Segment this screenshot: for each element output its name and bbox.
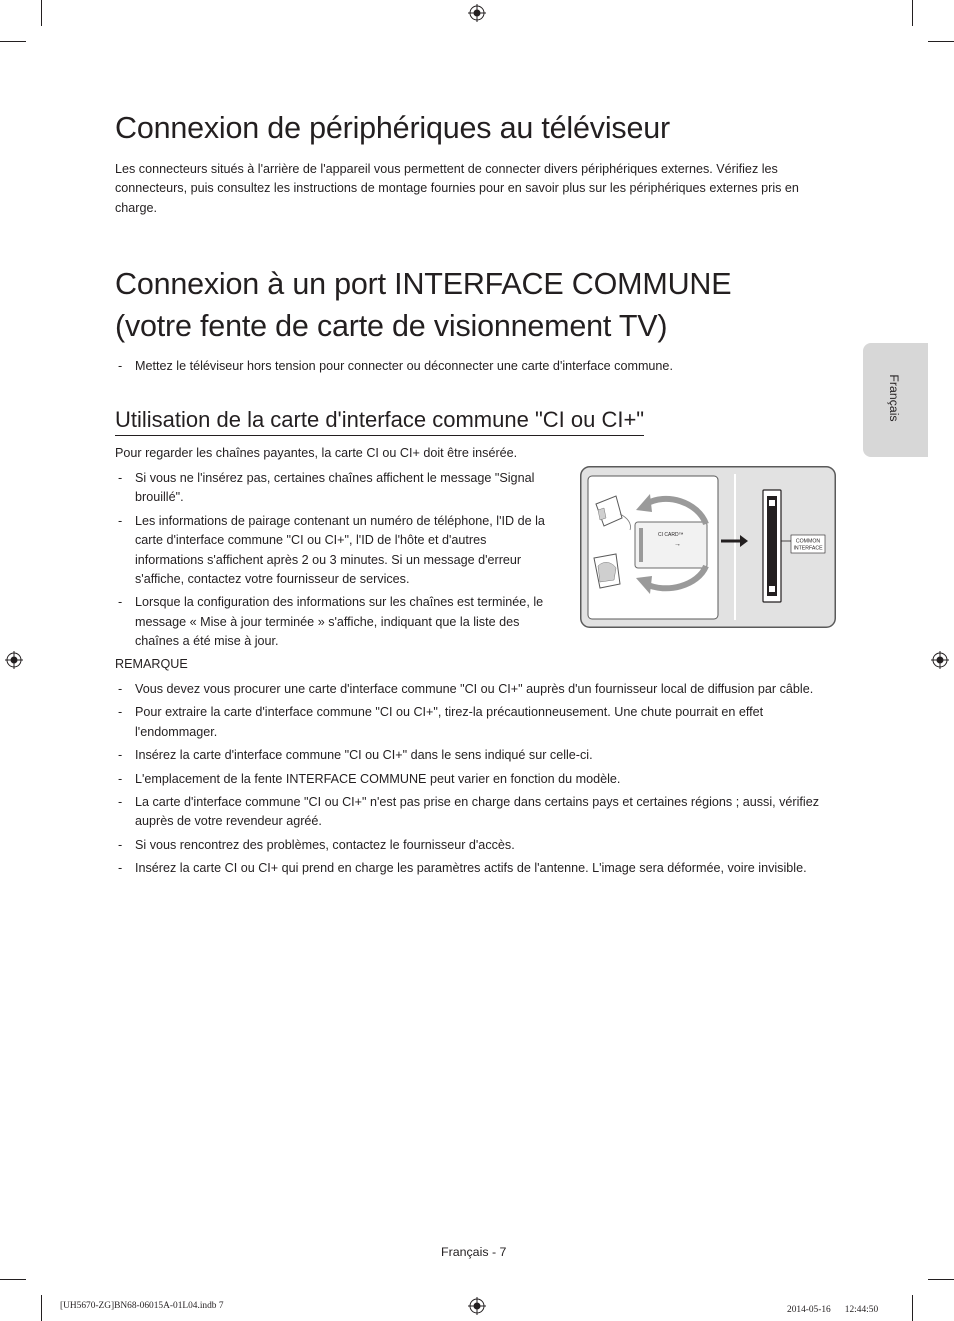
ci-card-figure [580,466,836,628]
port-label-line2: INTERFACE [793,545,823,552]
list-item: - Si vous ne l'insérez pas, certaines chaînes affichent le message "Signal brouillé". [115,469,557,508]
footer-timestamp: 2014-05-16 12:44:50 [787,1305,879,1315]
crop-mark [0,41,26,42]
section-title [115,263,835,347]
subsection-title-text: Utilisation de la carte d'interface commune "CI ou CI+" [115,406,644,436]
registration-mark-icon [468,1297,486,1315]
registration-mark-icon [468,4,486,22]
list-item: - La carte d'interface commune "CI ou CI+" n'est pas prise en charge dans certains pays et certaines régions ; aussi, vérifiez auprès de votre revendeur agréé. [115,793,840,832]
list-item: - Vous devez vous procurer une carte d'interface commune "CI ou CI+" auprès d'un fournisseur local de diffusion par câble. [115,680,840,699]
crop-mark [928,1279,954,1280]
intro-paragraph: Les connecteurs situés à l'arrière de l'appareil vous permettent de connecter divers périphériques externes. Vérifiez les connecteurs, puis consultez les instructions de montage fournies pour en savoir plus sur les périphériques externes pris en charge. [115,162,799,215]
list-item: - Pour extraire la carte d'interface commune "CI ou CI+", tirez-la précautionneusement. Une chute pourrait en effet l'endommager. [115,703,840,742]
power-note-list [115,357,835,380]
remark-heading: REMARQUE [115,657,188,671]
card-label: CI CARD™ [658,532,684,538]
ci-card-icon [635,522,707,568]
svg-text:→: → [674,541,681,548]
ci-intro: Pour regarder les chaînes payantes, la carte CI ou CI+ doit être insérée. [115,446,518,460]
list-item: - Insérez la carte d'interface commune "CI ou CI+" dans le sens indiqué sur celle-ci. [115,746,840,765]
ci-card-illustration [580,466,836,628]
remark-bullet-list [115,680,840,883]
list-item: - Si vous rencontrez des problèmes, contactez le fournisseur d'accès. [115,836,840,855]
section-title-line1: Connexion à un port INTERFACE COMMUNE [115,267,732,301]
crop-mark [928,41,954,42]
section-title-line2: (votre fente de carte de visionnement TV) [115,309,668,343]
footer-file-info: [UH5670-ZG]BN68-06015A-01L04.indb 7 [60,1301,224,1311]
registration-mark-icon [5,651,23,669]
crop-mark [912,1295,913,1321]
crop-mark [41,1295,42,1321]
crop-mark [41,0,42,26]
subsection-title [115,406,644,436]
list-item: - Lorsque la configuration des informations sur les chaînes est terminée, le message « Mise à jour terminée » s'affiche, indiquant que la liste des chaînes a été mise à jour. [115,593,557,651]
side-tab-label: Français [887,374,901,422]
list-item: - Insérez la carte CI ou CI+ qui prend en charge les paramètres actifs de l'antenne. L'image sera déformée, voire invisible. [115,859,840,878]
crop-mark [912,0,913,26]
port-label-box [791,535,825,553]
ci-bullet-list [115,469,557,656]
language-side-tab [863,343,928,457]
page-number: Français - 7 [441,1245,507,1259]
list-item: - Mettez le téléviseur hors tension pour connecter ou déconnecter une carte d'interface commune. [115,357,835,376]
crop-mark [0,1279,26,1280]
page-title: Connexion de périphériques au téléviseur [115,111,670,145]
port-label-line1: COMMON [795,538,821,545]
list-item: - Les informations de pairage contenant un numéro de téléphone, l'ID de la carte d'interface commune "CI ou CI+", l'ID de l'hôte et d'autres informations s'affichent après 2 ou 3 minutes. Si un message d'erreur s'affiche, contactez votre fournisseur de services. [115,512,557,590]
list-item: - L'emplacement de la fente INTERFACE COMMUNE peut varier en fonction du modèle. [115,770,840,789]
registration-mark-icon [931,651,949,669]
